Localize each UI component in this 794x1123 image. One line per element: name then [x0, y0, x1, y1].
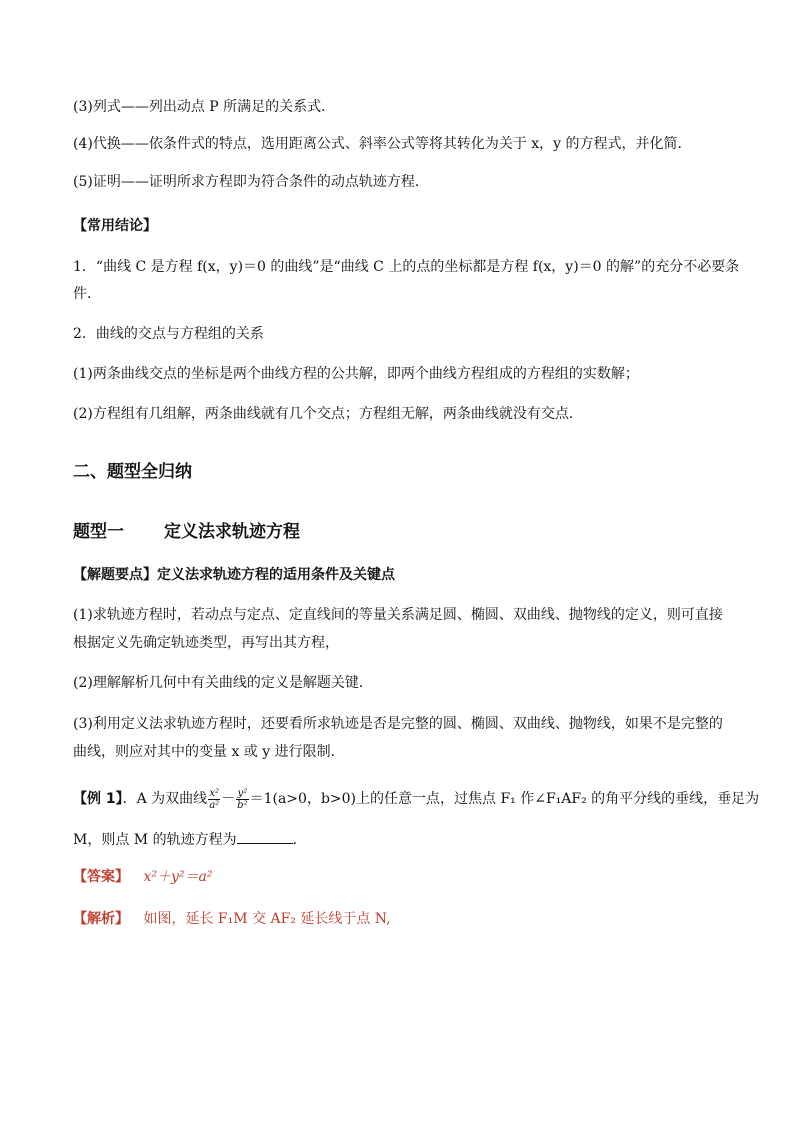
key-point-1-line-1: (1)求轨迹方程时，若动点与定点、定直线间的等量关系满足圆、椭圆、双曲线、抛物线的定义，则可直接	[73, 607, 723, 623]
type-1-name: 定义法求轨迹方程	[164, 522, 300, 542]
conclusion-1-line-1: 1．“曲线 C 是方程 f(x，y)＝0 的曲线”是“曲线 C 上的点的坐标都是方程 f(x，y)＝0 的解”的充分不必要条	[73, 259, 740, 275]
conclusion-2: 2．曲线的交点与方程组的关系	[73, 326, 264, 342]
example-1-pre: ．A 为双曲线	[122, 791, 208, 807]
analysis-text: 如图，延长 F₁M 交 AF₂ 延长线于点 N,	[143, 911, 391, 927]
key-point-3-line-1: (3)利用定义法求轨迹方程时，还要看所求轨迹是否是完整的圆、椭圆、双曲线、抛物线，如果不是完整的	[73, 716, 723, 732]
answer-blank	[237, 829, 293, 844]
fraction-y-over-b: $\frac{\text{y²}}{\text{b²}}$	[237, 787, 248, 811]
conclusion-2-1: (1)两条曲线交点的坐标是两个曲线方程的公共解，即两个曲线方程组成的方程组的实数解；	[73, 366, 639, 382]
key-point-3-line-2: 曲线，则应对其中的变量 x 或 y 进行限制．	[73, 744, 345, 760]
conclusion-1-line-2: 件．	[73, 286, 101, 302]
analysis-row	[73, 908, 733, 930]
key-points-heading: 【解题要点】定义法求轨迹方程的适用条件及关键点	[73, 567, 395, 583]
conclusions-heading: 【常用结论】	[73, 218, 157, 234]
step-4: (4)代换——依条件式的特点，选用距离公式、斜率公式等将其转化为关于 x，y 的方程式，并化简．	[73, 136, 692, 152]
example-1-line-2: M，则点 M 的轨迹方程为 ．	[73, 829, 733, 851]
fraction-x-over-a: $\frac{\text{x²}}{\text{a²}}$	[209, 787, 220, 811]
section-title: 二、题型全归纳	[73, 462, 192, 482]
type-1-label: 题型一	[73, 522, 124, 542]
answer-label: 【答案】	[73, 869, 129, 885]
answer-row	[73, 866, 733, 888]
example-1-line-1	[73, 786, 760, 812]
minus-sign: －	[221, 791, 236, 807]
example-1-label: 【例 1】	[73, 791, 123, 807]
example-1-post: ＝1(a>0，b>0)上的任意一点，过焦点 F₁ 作∠F₁AF₂ 的角平分线的垂线，垂足为	[249, 791, 760, 807]
type-1-title	[73, 521, 733, 543]
answer-value: x²＋y²＝a²	[143, 869, 213, 885]
step-3: (3)列式——列出动点 P 所满足的关系式．	[73, 99, 336, 115]
step-5: (5)证明——证明所求方程即为符合条件的动点轨迹方程．	[73, 174, 429, 190]
key-point-2: (2)理解解析几何中有关曲线的定义是解题关键．	[73, 675, 373, 691]
analysis-label: 【解析】	[73, 911, 129, 927]
conclusion-2-2: (2)方程组有几组解，两条曲线就有几个交点；方程组无解，两条曲线就没有交点．	[73, 406, 583, 422]
key-point-1-line-2: 根据定义先确定轨迹类型，再写出其方程，	[73, 635, 339, 651]
